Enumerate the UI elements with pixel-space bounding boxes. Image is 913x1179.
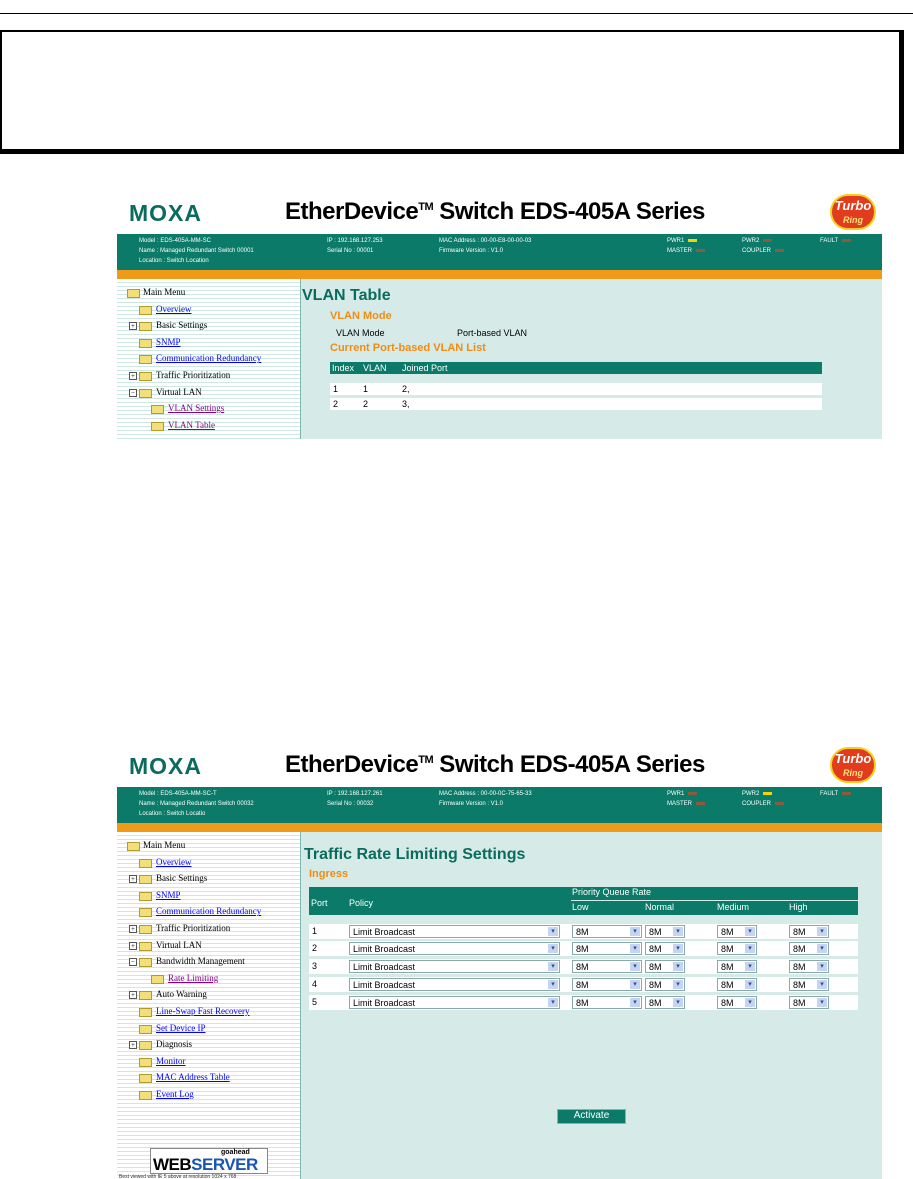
folder-icon — [139, 306, 152, 315]
table-row — [309, 924, 858, 939]
folder-icon — [139, 355, 152, 364]
normal-select[interactable]: 8M ▾ — [645, 925, 685, 938]
table-row — [309, 995, 858, 1010]
led-icon — [688, 239, 697, 242]
col-index: Index — [332, 363, 355, 373]
led-icon — [696, 249, 705, 252]
folder-icon — [139, 859, 152, 868]
low-select[interactable]: 8M ▾ — [572, 978, 642, 991]
medium-select[interactable]: 8M ▾ — [717, 925, 757, 938]
col-joined-port: Joined Port — [402, 363, 448, 373]
folder-open-icon — [139, 958, 152, 967]
name-info: Name : Managed Redundant Switch 00001 — [139, 248, 254, 254]
ingress-heading: Ingress — [309, 868, 349, 880]
folder-icon — [151, 405, 164, 414]
vlan-mode-label: VLAN Mode — [336, 328, 385, 338]
chevron-down-icon: ▾ — [548, 927, 558, 936]
col-priority-queue-rate: Priority Queue Rate — [572, 887, 652, 897]
folder-icon — [139, 322, 152, 331]
folder-icon — [139, 1074, 152, 1083]
policy-select[interactable]: Limit Broadcast ▾ — [349, 942, 560, 955]
model-info: Model : EDS-405A-MM-SC-T — [139, 791, 217, 797]
chevron-down-icon: ▾ — [630, 962, 640, 971]
policy-select[interactable]: Limit Broadcast ▾ — [349, 960, 560, 973]
expand-icon: + — [129, 942, 137, 950]
vlan-list-heading: Current Port-based VLAN List — [330, 342, 486, 354]
table-row — [309, 959, 858, 974]
table-row — [309, 941, 858, 956]
medium-select[interactable]: 8M ▾ — [717, 996, 757, 1009]
normal-select[interactable]: 8M ▾ — [645, 996, 685, 1009]
high-select[interactable]: 8M ▾ — [789, 925, 829, 938]
medium-select[interactable]: 8M ▾ — [717, 978, 757, 991]
folder-icon — [151, 975, 164, 984]
collapse-icon: − — [129, 389, 137, 397]
chevron-down-icon: ▾ — [548, 980, 558, 989]
folder-icon — [139, 1025, 152, 1034]
vlan-content — [302, 279, 882, 439]
folder-icon — [139, 339, 152, 348]
chevron-down-icon: ▾ — [673, 944, 683, 953]
mac-info: MAC Address : 00-00-E8-00-00-03 — [439, 238, 532, 244]
high-select[interactable]: 8M ▾ — [789, 996, 829, 1009]
low-select[interactable]: 8M ▾ — [572, 925, 642, 938]
chevron-down-icon: ▾ — [673, 962, 683, 971]
collapse-icon: − — [129, 958, 137, 966]
product-title: EtherDevice™ Switch EDS-405A Series — [285, 198, 705, 225]
chevron-down-icon: ▾ — [745, 962, 755, 971]
chevron-down-icon: ▾ — [745, 927, 755, 936]
sidebar-menu: Main Menu Overview + Basic Settings SNMP Communication Redundancy + Traffic Prioritization − Virtual LAN VLAN Settings VLAN Table — [117, 279, 301, 439]
policy-select[interactable]: Limit Broadcast ▾ — [349, 925, 560, 938]
led-icon — [842, 239, 851, 242]
rate-limiting-screenshot — [117, 745, 882, 1179]
chevron-down-icon: ▾ — [745, 980, 755, 989]
turbo-ring-badge: Turbo Ring — [830, 747, 876, 783]
col-vlan: VLAN — [363, 363, 387, 373]
chevron-down-icon: ▾ — [817, 962, 827, 971]
vlan-mode-heading: VLAN Mode — [330, 310, 392, 322]
serial-info: Serial No : 00032 — [327, 801, 374, 807]
pwr2-led: PWR2 — [742, 791, 772, 797]
folder-icon — [139, 1058, 152, 1067]
note-box — [0, 30, 904, 154]
vlan-table-screenshot — [117, 192, 882, 439]
page-title: VLAN Table — [302, 287, 391, 304]
vlan-table-header — [330, 362, 822, 374]
port-number: 5 — [312, 997, 318, 1007]
coupler-led: COUPLER — [742, 248, 784, 254]
expand-icon: + — [129, 925, 137, 933]
mac-info: MAC Address : 00-00-0C-75-65-33 — [439, 791, 532, 797]
medium-select[interactable]: 8M ▾ — [717, 942, 757, 955]
rate-table-header — [309, 887, 858, 915]
high-select[interactable]: 8M ▾ — [789, 960, 829, 973]
low-select[interactable]: 8M ▾ — [572, 942, 642, 955]
port-number: 4 — [312, 979, 318, 989]
turbo-ring-badge: Turbo Ring — [830, 194, 876, 230]
chevron-down-icon: ▾ — [630, 980, 640, 989]
sidebar-menu: Main Menu Overview + Basic Settings SNMP Communication Redundancy + Traffic Prioritization + Virtual LAN − Bandwidth Management Rate Limiting + Auto Warning Line-Swap Fast Recovery Set Device IP + Diagnosis Monitor MAC Address Table Event Log goahead WEBSERVER Best viewed with IE 5 above at resolution 1024 x 768 — [117, 832, 301, 1179]
fault-led: FAULT — [820, 238, 851, 244]
col-low: Low — [572, 902, 589, 912]
normal-select[interactable]: 8M ▾ — [645, 942, 685, 955]
table-row — [309, 977, 858, 992]
rate-header-rule — [571, 900, 858, 901]
port-number: 1 — [312, 926, 318, 936]
location-info: Location : Switch Locatio — [139, 811, 206, 817]
led-icon — [842, 792, 851, 795]
chevron-down-icon: ▾ — [673, 980, 683, 989]
name-info: Name : Managed Redundant Switch 00032 — [139, 801, 254, 807]
rate-limiting-content — [302, 832, 882, 1179]
led-icon — [696, 802, 705, 805]
folder-icon — [139, 372, 152, 381]
banner — [117, 745, 882, 787]
banner — [117, 192, 882, 234]
coupler-led: COUPLER — [742, 801, 784, 807]
chevron-down-icon: ▾ — [745, 998, 755, 1007]
chevron-down-icon: ▾ — [548, 944, 558, 953]
folder-icon — [139, 1091, 152, 1100]
folder-icon — [139, 1008, 152, 1017]
chevron-down-icon: ▾ — [745, 944, 755, 953]
folder-open-icon — [127, 842, 140, 851]
expand-icon: + — [129, 322, 137, 330]
vlan-mode-value: Port-based VLAN — [457, 328, 528, 338]
chevron-down-icon: ▾ — [548, 998, 558, 1007]
ip-info: IP : 192.168.127.261 — [327, 791, 383, 797]
ip-info: IP : 192.168.127.253 — [327, 238, 383, 244]
led-icon — [775, 249, 784, 252]
orange-divider — [117, 270, 882, 279]
high-select[interactable]: 8M ▾ — [789, 942, 829, 955]
activate-button[interactable]: Activate — [557, 1109, 626, 1124]
master-led: MASTER — [667, 801, 705, 807]
led-icon — [688, 792, 697, 795]
led-icon — [763, 239, 772, 242]
chevron-down-icon: ▾ — [817, 927, 827, 936]
serial-info: Serial No : 00001 — [327, 248, 374, 254]
fault-led: FAULT — [820, 791, 851, 797]
folder-open-icon — [139, 389, 152, 398]
folder-icon — [151, 422, 164, 431]
firmware-info: Firmware Version : V1.0 — [439, 248, 504, 254]
col-port: Port — [311, 898, 328, 908]
header-rule — [0, 13, 913, 14]
chevron-down-icon: ▾ — [630, 944, 640, 953]
chevron-down-icon: ▾ — [673, 927, 683, 936]
folder-icon — [139, 892, 152, 901]
low-select[interactable]: 8M ▾ — [572, 996, 642, 1009]
led-icon — [763, 792, 772, 795]
col-high: High — [789, 902, 808, 912]
normal-select[interactable]: 8M ▾ — [645, 978, 685, 991]
webserver-logo: goahead WEBSERVER — [150, 1148, 268, 1174]
expand-icon: + — [129, 875, 137, 883]
folder-icon — [139, 925, 152, 934]
product-title: EtherDevice™ Switch EDS-405A Series — [285, 751, 705, 778]
page-title: Traffic Rate Limiting Settings — [304, 846, 526, 863]
expand-icon: + — [129, 372, 137, 380]
chevron-down-icon: ▾ — [817, 944, 827, 953]
pwr1-led: PWR1 — [667, 238, 697, 244]
normal-select[interactable]: 8M ▾ — [645, 960, 685, 973]
master-led: MASTER — [667, 248, 705, 254]
policy-select[interactable]: Limit Broadcast ▾ — [349, 996, 560, 1009]
port-number: 3 — [312, 961, 318, 971]
folder-icon — [139, 991, 152, 1000]
folder-icon — [139, 875, 152, 884]
moxa-logo: MOXA — [129, 200, 202, 226]
led-icon — [775, 802, 784, 805]
expand-icon: + — [129, 1041, 137, 1049]
chevron-down-icon: ▾ — [817, 980, 827, 989]
firmware-info: Firmware Version : V1.0 — [439, 801, 504, 807]
low-select[interactable]: 8M ▾ — [572, 960, 642, 973]
folder-icon — [139, 942, 152, 951]
moxa-logo: MOXA — [129, 753, 202, 779]
expand-icon: + — [129, 991, 137, 999]
orange-divider — [117, 823, 882, 832]
medium-select[interactable]: 8M ▾ — [717, 960, 757, 973]
browser-footnote: Best viewed with IE 5 above at resolution 1024 x 768 — [119, 1174, 237, 1179]
model-info: Model : EDS-405A-MM-SC — [139, 238, 212, 244]
chevron-down-icon: ▾ — [548, 962, 558, 971]
pwr2-led: PWR2 — [742, 238, 772, 244]
policy-select[interactable]: Limit Broadcast ▾ — [349, 978, 560, 991]
pwr1-led: PWR1 — [667, 791, 697, 797]
chevron-down-icon: ▾ — [673, 998, 683, 1007]
col-normal: Normal — [645, 902, 675, 912]
table-row: 1 1 2, — [330, 383, 822, 395]
device-info-bar — [117, 787, 882, 823]
device-info-bar — [117, 234, 882, 270]
folder-icon — [139, 908, 152, 917]
high-select[interactable]: 8M ▾ — [789, 978, 829, 991]
location-info: Location : Switch Location — [139, 258, 209, 264]
folder-icon — [139, 1041, 152, 1050]
col-policy: Policy — [349, 898, 374, 908]
chevron-down-icon: ▾ — [630, 927, 640, 936]
chevron-down-icon: ▾ — [630, 998, 640, 1007]
port-number: 2 — [312, 943, 318, 953]
table-row: 2 2 3, — [330, 398, 822, 410]
col-medium: Medium — [717, 902, 750, 912]
chevron-down-icon: ▾ — [817, 998, 827, 1007]
folder-open-icon — [127, 289, 140, 298]
